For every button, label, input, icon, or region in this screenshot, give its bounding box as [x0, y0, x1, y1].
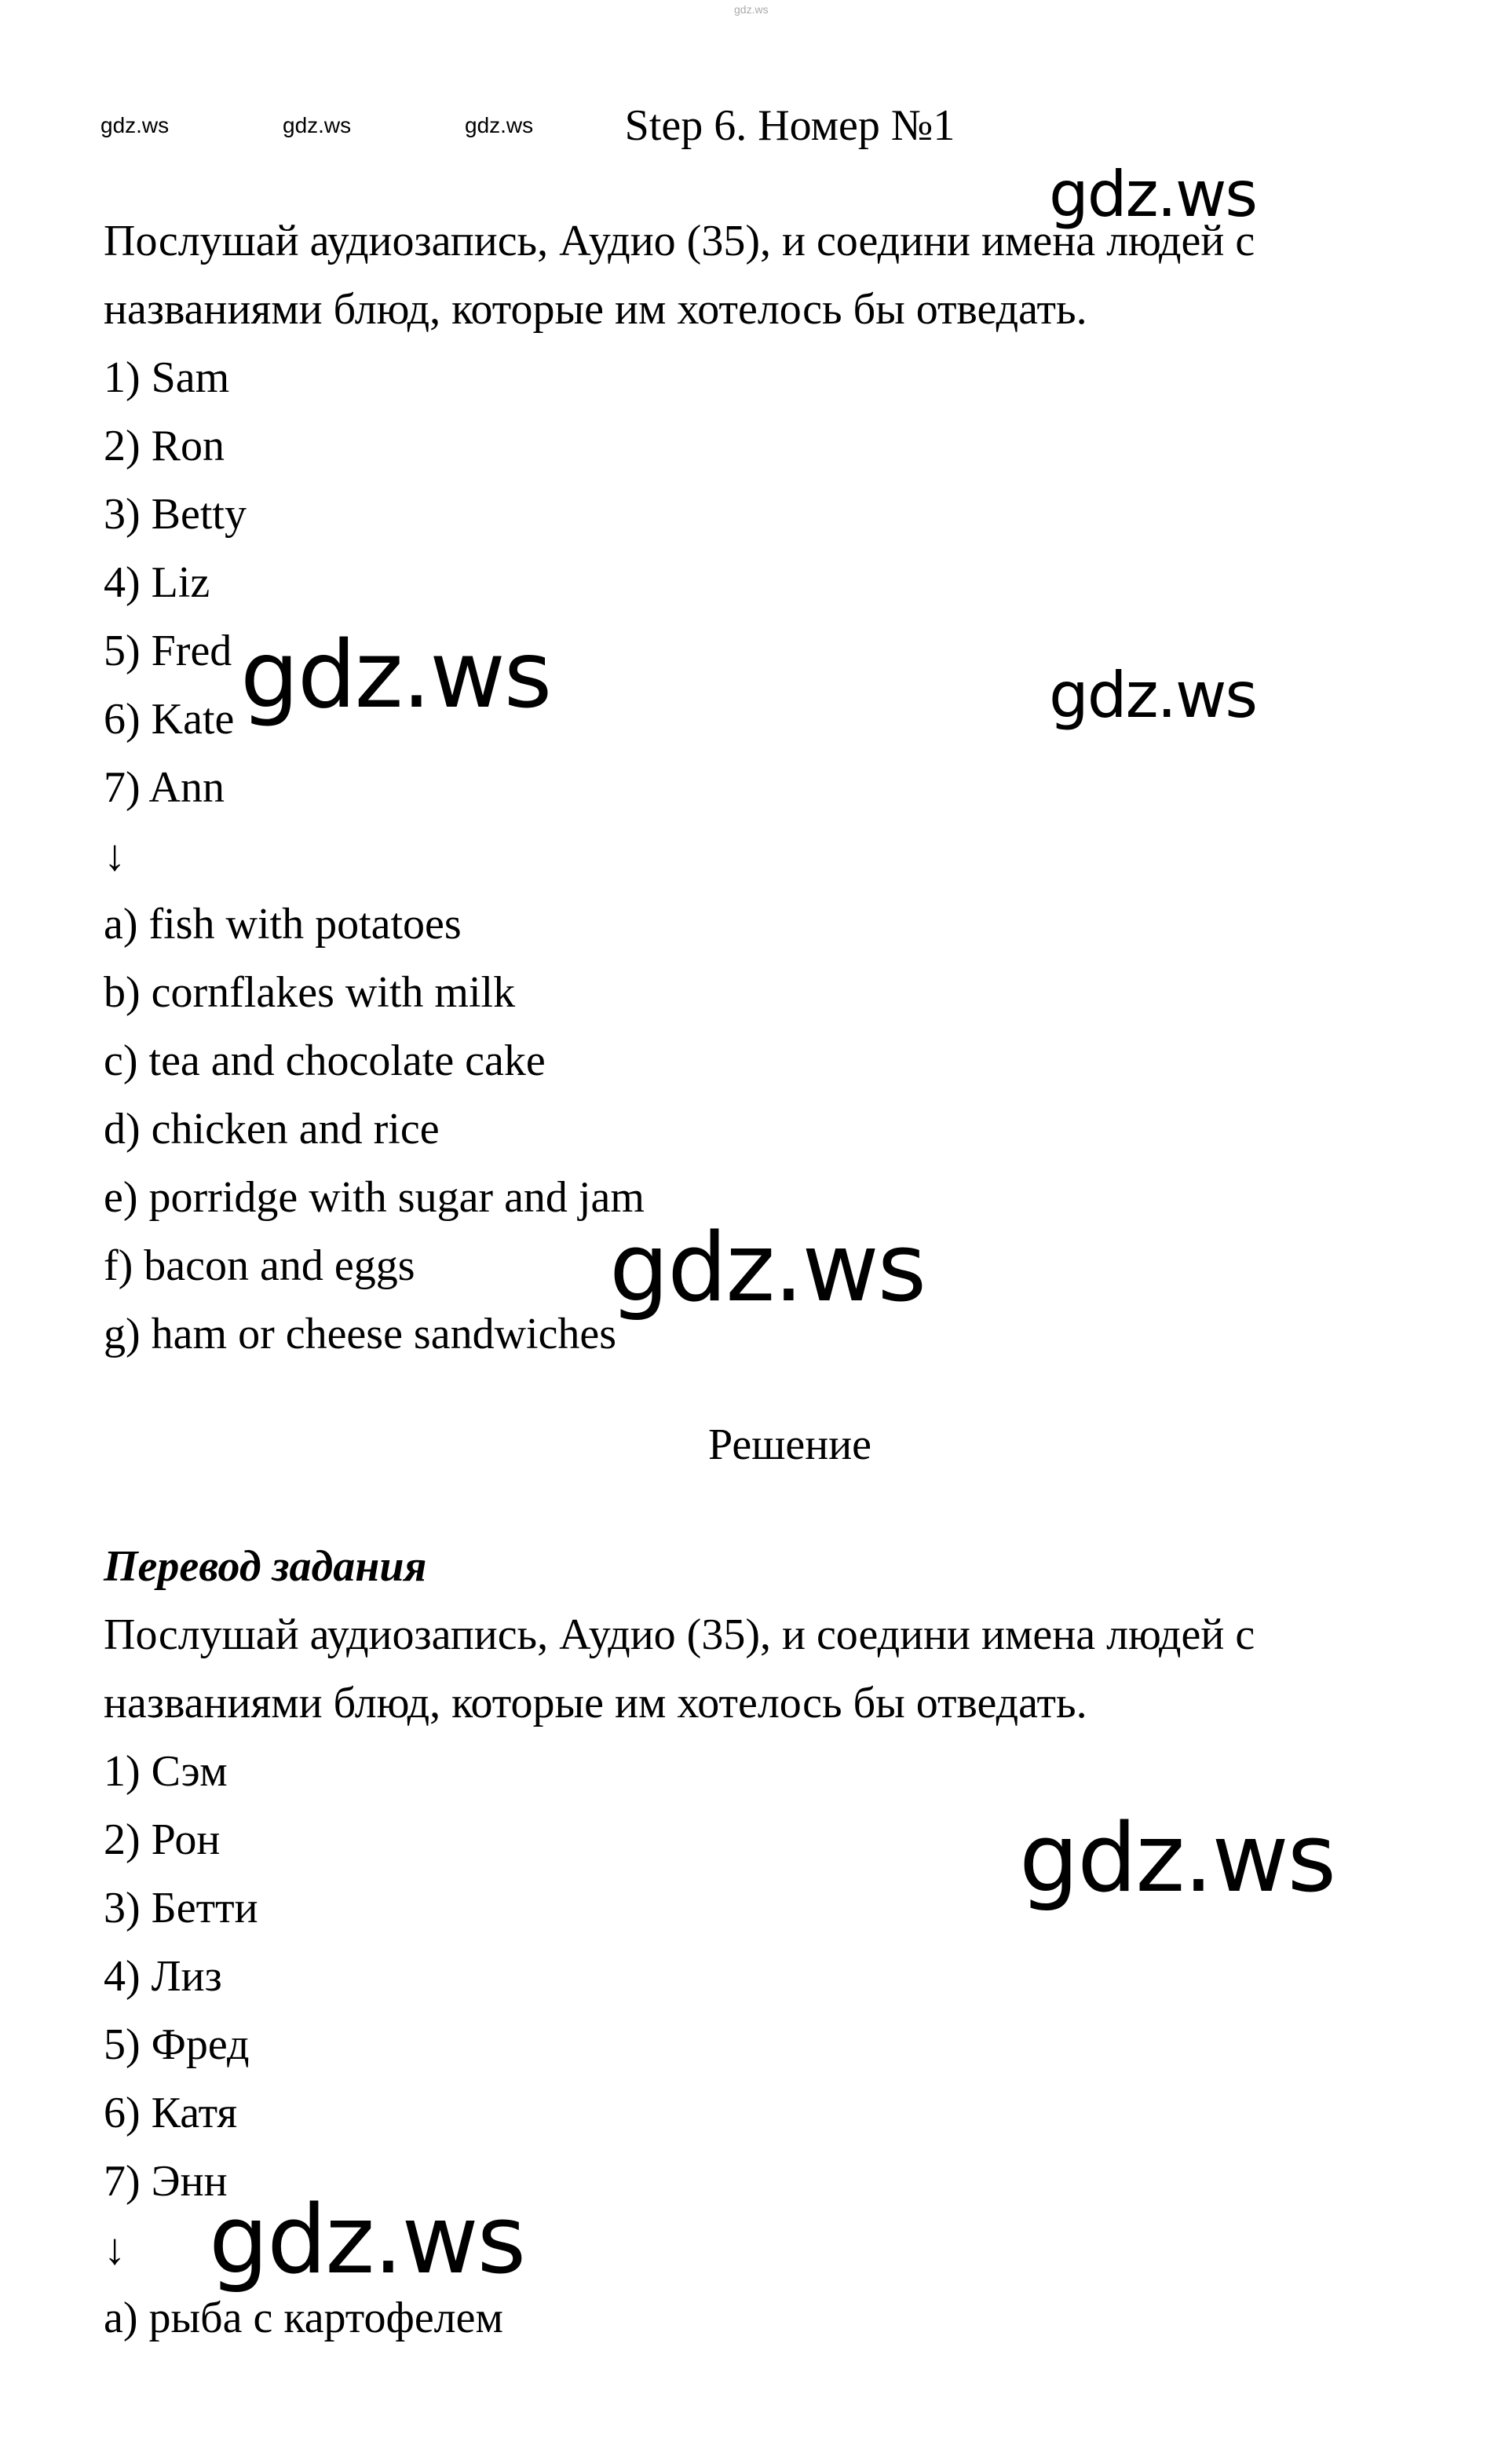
watermark-header-3: gdz.ws [465, 113, 534, 137]
translated-name-item: 7) Энн [104, 2157, 228, 2206]
watermark-large: gdz.ws [1049, 659, 1257, 732]
translation-heading: Перевод задания [104, 1542, 427, 1591]
down-arrow-icon: ↓ [104, 832, 126, 880]
name-item: 4) Liz [104, 558, 210, 607]
watermark-large: gdz.ws [240, 620, 551, 729]
dish-item: b) cornflakes with milk [104, 968, 516, 1017]
name-item: 5) Fred [104, 627, 232, 675]
translated-name-item: 5) Фред [104, 2020, 250, 2069]
down-arrow-icon: ↓ [104, 2225, 126, 2274]
solution-heading: Решение [707, 1420, 872, 1469]
translated-name-item: 1) Сэм [104, 1747, 228, 1796]
dish-item: c) tea and chocolate cake [104, 1036, 546, 1085]
translation-instruction-line-2: названиями блюд, которые им хотелось бы отведать. [104, 1679, 1087, 1727]
watermark-large: gdz.ws [1049, 158, 1257, 231]
dish-item: d) chicken and rice [104, 1105, 440, 1153]
translated-dish-item: a) рыба с картофелем [104, 2294, 503, 2342]
watermark-large: gdz.ws [209, 2186, 525, 2295]
dish-item: e) porridge with sugar and jam [104, 1173, 645, 1222]
watermark-tiny: gdz.ws [734, 3, 769, 16]
name-item: 3) Betty [104, 490, 247, 539]
watermark-large: gdz.ws [1019, 1804, 1335, 1914]
name-item: 1) Sam [104, 353, 230, 402]
task-instruction-line-2: названиями блюд, которые им хотелось бы отведать. [104, 285, 1087, 334]
name-item: 2) Ron [104, 422, 225, 470]
translated-name-item: 6) Катя [104, 2089, 238, 2137]
name-item: 6) Kate [104, 695, 235, 744]
dish-item: f) bacon and eggs [104, 1241, 415, 1290]
name-item: 7) Ann [104, 763, 225, 812]
translated-name-item: 3) Бетти [104, 1884, 258, 1932]
task-instruction-line-1: Послушай аудиозапись, Аудио (35), и соедини имена людей с [104, 217, 1255, 265]
watermark-large: gdz.ws [609, 1214, 926, 1323]
watermark-header-1: gdz.ws [100, 113, 170, 137]
page-title: Step 6. Номер №1 [624, 101, 955, 150]
dish-item: a) fish with potatoes [104, 900, 462, 949]
translated-name-item: 4) Лиз [104, 1952, 222, 2001]
dish-item: g) ham or cheese sandwiches [104, 1310, 617, 1358]
translated-name-item: 2) Рон [104, 1815, 221, 1864]
translation-instruction-line-1: Послушай аудиозапись, Аудио (35), и соедини имена людей с [104, 1610, 1255, 1659]
watermark-header-2: gdz.ws [283, 113, 352, 137]
